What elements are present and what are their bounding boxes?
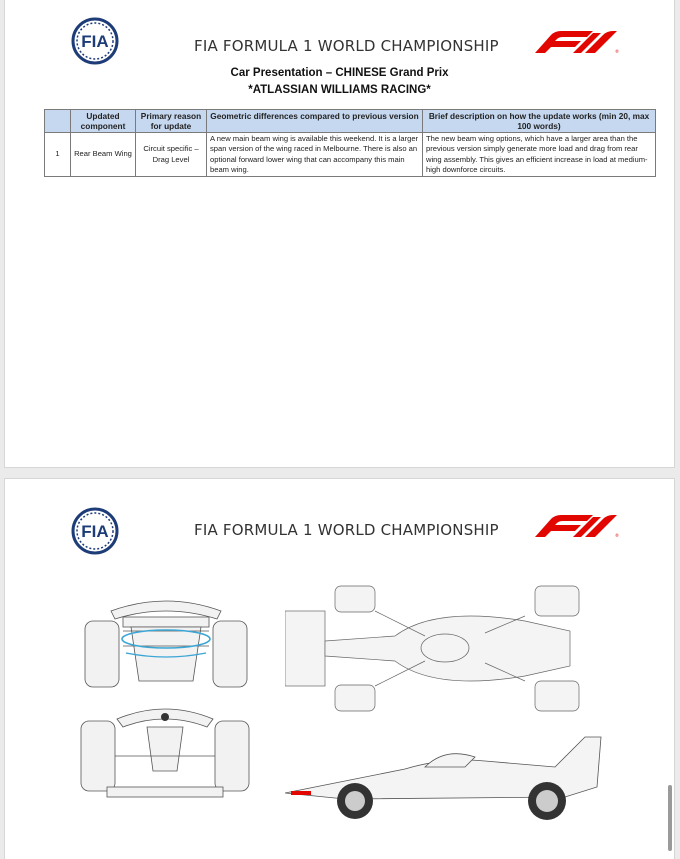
championship-title: FIA FORMULA 1 WORLD CHAMPIONSHIP	[194, 37, 499, 55]
cell-reason: Circuit specific – Drag Level	[136, 133, 207, 177]
championship-title: FIA FORMULA 1 WORLD CHAMPIONSHIP	[194, 521, 499, 539]
document-page-1	[4, 0, 675, 468]
document-page-2	[4, 478, 675, 859]
header-geometry: Geometric differences compared to previous version	[207, 110, 423, 133]
cell-geometry: A new main beam wing is available this weekend. It is a larger span version of the wing raced in Melbourne. There is also an optional forward lower wing that can accompany this main beam wing.	[207, 133, 423, 177]
front-view-drawing	[77, 701, 253, 801]
cell-component: Rear Beam Wing	[71, 133, 136, 177]
svg-text:®: ®	[615, 533, 619, 538]
update-table	[44, 109, 656, 177]
rear-view-drawing	[81, 591, 251, 691]
header-component: Updated component	[71, 110, 136, 133]
top-view-drawing	[285, 581, 585, 716]
f1-logo	[529, 513, 621, 539]
table-header-row	[45, 110, 656, 133]
f1-logo	[529, 29, 621, 55]
document-title: Car Presentation – CHINESE Grand Prix	[230, 67, 449, 79]
cell-description: The new beam wing options, which have a larger area than the previous version simply generate more load and drag from rear wing assembly. This gives an efficient increase in load at medium-high downforce circuits.	[423, 133, 656, 177]
scrollbar[interactable]	[668, 785, 672, 851]
page-header	[5, 0, 674, 59]
page-header	[5, 479, 674, 539]
table-row	[45, 133, 656, 177]
header-reason: Primary reason for update	[136, 110, 207, 133]
fia-logo-text: FIA	[81, 32, 109, 51]
side-view-drawing	[285, 727, 605, 825]
fia-logo	[62, 16, 128, 66]
svg-text:®: ®	[615, 49, 619, 54]
fia-logo-text: FIA	[81, 522, 109, 541]
cell-number: 1	[45, 133, 71, 177]
header-description: Brief description on how the update works (min 20, max 100 words)	[423, 110, 656, 133]
fia-logo	[62, 506, 128, 556]
header-number	[45, 110, 71, 133]
team-name: *ATLASSIAN WILLIAMS RACING*	[248, 84, 431, 96]
